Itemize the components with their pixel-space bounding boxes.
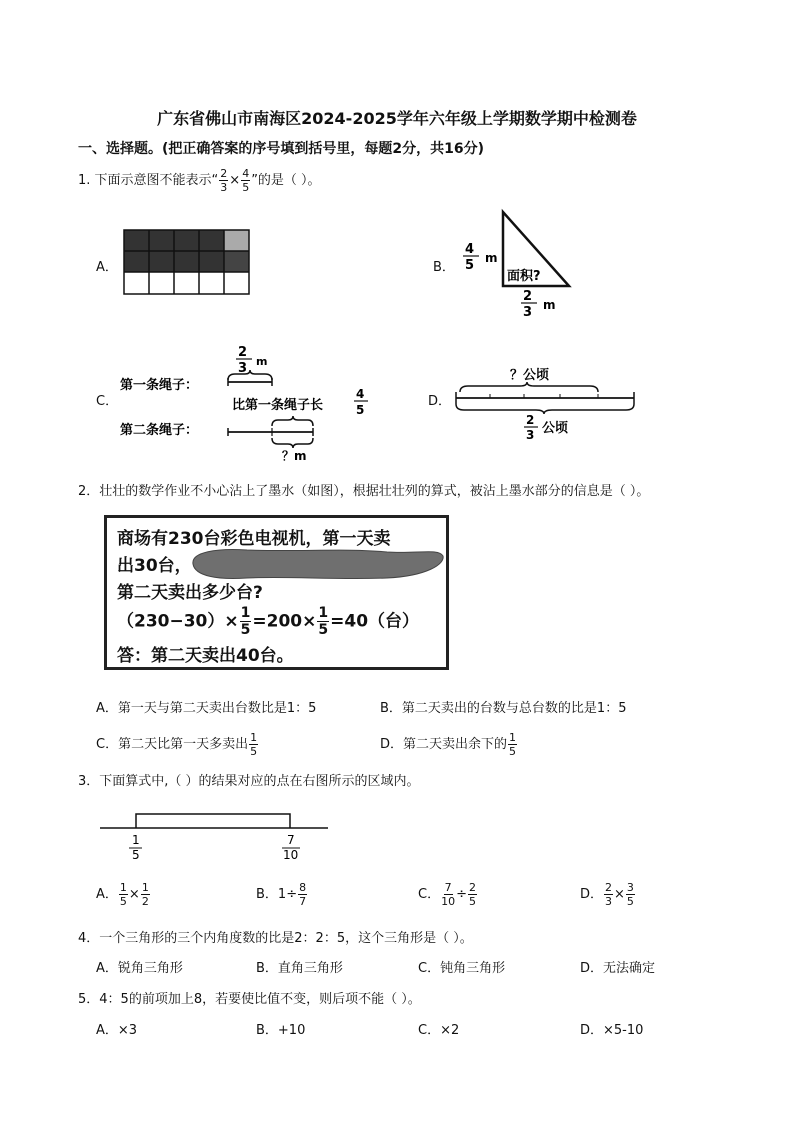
question-5-stem: 5．4：5的前项加上8，若要使比值不变，则后项不能（ ）。 — [78, 992, 421, 1007]
q2-option-c-frac — [249, 732, 258, 757]
homework-line-2: 出30台， — [117, 556, 192, 576]
frac-den: 3 — [605, 895, 613, 908]
opt-frac — [141, 882, 150, 907]
d-bottom-den: 3 — [526, 428, 535, 440]
d-bottom-num: 2 — [526, 413, 535, 427]
opt-frac — [468, 882, 477, 907]
frac-num: 2 — [468, 881, 476, 894]
b-side-num: 4 — [465, 242, 475, 257]
q1-stem-pre: 1. 下面示意图不能表示“ — [78, 173, 219, 188]
section-heading-1: 一、选择题。(把正确答案的序号填到括号里，每题2分，共16分) — [78, 141, 485, 157]
q2-option-b: B．第二天卖出的台数与总台数的比是1：5 — [380, 701, 627, 716]
opt-frac — [441, 882, 455, 907]
frac-num: 1 — [509, 731, 517, 744]
question-3-stem: 3．下面算式中,（ ）的结果对应的点在右图所示的区域内。 — [78, 774, 420, 789]
c-question-unit: ？m — [282, 449, 307, 463]
frac-num: 1 — [119, 881, 127, 894]
c-rope1-label: 第一条绳子： — [120, 378, 199, 393]
opt-label: B． — [256, 887, 278, 902]
frac-den: 5 — [468, 895, 476, 908]
nl-right-den: 10 — [283, 848, 299, 862]
operator: × — [128, 887, 140, 902]
b-base-num: 2 — [523, 289, 533, 304]
q5-option-b: B．+10 — [256, 1023, 306, 1038]
q1-option-c-diagram — [118, 342, 378, 464]
frac-den: 5 — [240, 622, 251, 638]
frac-num: 3 — [626, 881, 634, 894]
q2-option-d-frac — [508, 732, 517, 757]
frac-num: 1 — [240, 605, 251, 621]
c-longer-text: 比第一条绳子长 — [232, 398, 324, 413]
c-top-unit: m — [256, 355, 268, 368]
d-top-label: ？公顷 — [510, 368, 550, 383]
frac-den: 2 — [141, 895, 149, 908]
opt-pre: 1÷ — [277, 887, 298, 902]
q1-option-b-label: B． — [433, 260, 455, 275]
q2-option-d-text: D．第二天卖出余下的 — [380, 737, 508, 752]
question-1-stem — [78, 168, 321, 193]
q4-option-c: C．钝角三角形 — [418, 961, 506, 976]
q5-option-c: C．×2 — [418, 1023, 460, 1038]
nl-left-num: 1 — [132, 833, 140, 847]
b-side-unit: m — [485, 251, 498, 265]
q2-option-d — [380, 732, 518, 757]
opt-label: C． — [418, 887, 441, 902]
nl-right-num: 7 — [287, 833, 295, 847]
q2-option-c — [96, 732, 259, 757]
ink-blot — [187, 544, 447, 584]
frac-num: 2 — [220, 167, 228, 180]
q5-option-d: D．×5-10 — [580, 1023, 644, 1038]
homework-line-1: 商场有230台彩色电视机，第一天卖 — [117, 529, 391, 549]
nl-left-den: 5 — [132, 848, 140, 862]
calc-mid: =200× — [252, 611, 317, 632]
q4-option-a: A．锐角三角形 — [96, 961, 183, 976]
b-base-unit: m — [543, 298, 556, 312]
calc-frac-1 — [240, 606, 252, 637]
times-sign: × — [229, 173, 241, 188]
c-longer-den: 5 — [356, 403, 365, 417]
operator: × — [614, 887, 625, 902]
q1-option-d-diagram — [450, 362, 640, 440]
opt-label: D． — [580, 887, 604, 902]
c-longer-num: 4 — [356, 387, 365, 401]
frac-den: 5 — [509, 745, 517, 758]
frac-num: 1 — [141, 881, 149, 894]
frac-den: 5 — [318, 622, 329, 638]
homework-calculation — [117, 606, 419, 637]
question-2-stem: 2．壮壮的数学作业不小心沾上了墨水（如图），根据壮壮列的算式，被沾上墨水部分的信息是（ ）。 — [78, 484, 650, 499]
q5-option-a: A．×3 — [96, 1023, 138, 1038]
frac-den: 3 — [220, 181, 228, 194]
opt-label: A． — [96, 887, 118, 902]
frac-num: 7 — [444, 881, 452, 894]
calc-pre: （230−30）× — [117, 611, 239, 632]
q3-option-c — [418, 882, 478, 907]
frac-num: 4 — [242, 167, 250, 180]
c-top-num: 2 — [238, 345, 248, 360]
frac-den: 5 — [626, 895, 634, 908]
frac-den: 5 — [250, 745, 258, 758]
calc-post: =40（台） — [330, 611, 420, 632]
page-title: 广东省佛山市南海区2024-2025学年六年级上学期数学期中检测卷 — [157, 109, 637, 128]
b-base-den: 3 — [523, 305, 533, 318]
q2-option-c-text: C．第二天比第一天多卖出 — [96, 737, 249, 752]
q1-frac-a — [219, 168, 228, 193]
frac-num: 1 — [318, 605, 329, 621]
q2-option-a: A．第一天与第二天卖出台数比是1：5 — [96, 701, 317, 716]
grid-cells — [124, 230, 249, 294]
b-area-label: 面积? — [507, 269, 541, 284]
q1-option-a-label: A． — [96, 260, 118, 275]
question-4-stem: 4．一个三角形的三个内角度数的比是2：2：5，这个三角形是（ ）。 — [78, 931, 473, 946]
q1-option-d-label: D． — [428, 394, 452, 409]
frac-den: 5 — [242, 181, 250, 194]
q3-option-d — [580, 882, 636, 907]
q2-homework-image — [104, 515, 449, 670]
q1-frac-b — [241, 168, 250, 193]
opt-frac — [626, 882, 635, 907]
opt-frac — [119, 882, 128, 907]
operator: ÷ — [456, 887, 467, 902]
homework-answer: 答：第二天卖出40台。 — [117, 646, 294, 666]
opt-frac — [298, 882, 307, 907]
frac-den: 5 — [119, 895, 127, 908]
q3-option-a — [96, 882, 151, 907]
q1-option-b-triangle — [455, 208, 585, 318]
calc-frac-2 — [317, 606, 329, 637]
frac-num: 2 — [605, 881, 613, 894]
c-rope2-label: 第二条绳子： — [120, 423, 199, 438]
b-side-den: 5 — [465, 258, 475, 273]
q4-option-b: B．直角三角形 — [256, 961, 343, 976]
frac-num: 8 — [299, 881, 307, 894]
homework-line-3: 第二天卖出多少台? — [117, 583, 263, 603]
frac-den: 10 — [441, 895, 456, 908]
q4-option-d: D．无法确定 — [580, 961, 656, 976]
opt-frac — [604, 882, 613, 907]
frac-num: 1 — [250, 731, 258, 744]
q3-option-b — [256, 882, 308, 907]
q1-option-c-label: C． — [96, 394, 119, 409]
c-top-den: 3 — [238, 361, 248, 376]
frac-den: 7 — [299, 895, 307, 908]
d-bottom-unit: 公顷 — [542, 421, 569, 436]
q3-number-line — [96, 808, 336, 864]
q1-option-a-grid — [122, 228, 252, 298]
q1-stem-post: ”的是（ ）。 — [251, 173, 321, 188]
